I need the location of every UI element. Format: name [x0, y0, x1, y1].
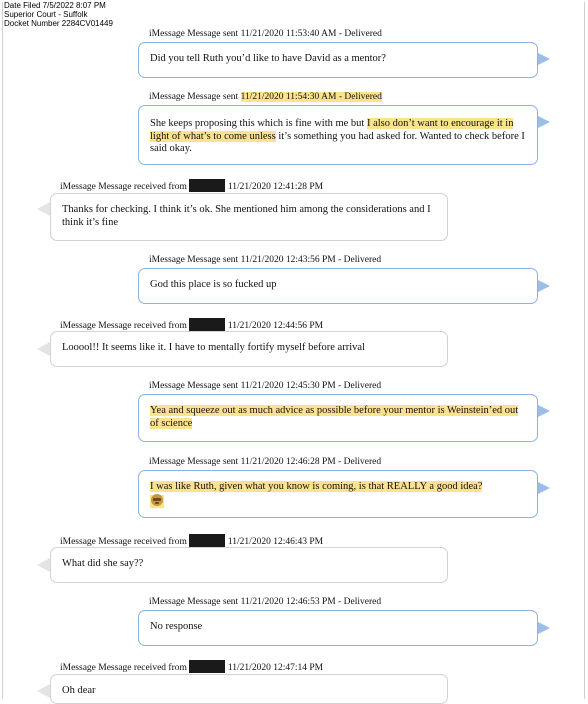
- message-header: iMessage Message sent 11/21/2020 12:45:30 PM - Delivered: [149, 381, 382, 391]
- timestamp: 11/21/2020 12:46:43 PM: [227, 537, 324, 547]
- received-message-bubble: [50, 547, 448, 583]
- message-text: Oh dear: [62, 685, 96, 696]
- message-header: iMessage Message sent 11/21/2020 12:46:28 PM - Delivered: [149, 457, 382, 467]
- message-header: iMessage Message received from 11/21/2020 12:44:56 PM: [60, 318, 323, 332]
- message-text: Did you tell Ruth you’d like to have David as a mentor?: [150, 53, 386, 64]
- received-message-bubble: [50, 193, 448, 241]
- sent-message-bubble: [138, 470, 538, 518]
- message-text: Looool!! It seems like it. I have to mentally fortify myself before arrival: [62, 342, 365, 353]
- highlighted-text: I was like Ruth, given what you know is coming, is that REALLY a good idea?: [150, 481, 483, 492]
- timestamp: 11/21/2020 12:44:56 PM: [227, 321, 324, 331]
- timestamp: 11/21/2020 12:41:28 PM: [227, 182, 324, 192]
- bubble-tail: [538, 482, 550, 494]
- message-text: it’s something you had asked for. Wanted to check before I said okay.: [150, 130, 525, 154]
- bubble-tail: [538, 280, 550, 292]
- message-header: iMessage Message received from 11/21/2020 12:47:14 PM: [60, 660, 323, 674]
- message-header: iMessage Message sent 11/21/2020 12:46:53 PM - Delivered: [149, 597, 382, 607]
- message-header: iMessage Message sent 11/21/2020 11:53:40 AM - Delivered: [149, 29, 382, 39]
- bubble-tail: [538, 116, 550, 128]
- date-filed: Date Filed 7/5/2022 8:07 PM: [4, 1, 106, 10]
- timestamp: 11/21/2020 11:54:30 AM: [240, 92, 337, 102]
- bubble-tail: [37, 558, 50, 572]
- redaction-box: [189, 179, 225, 192]
- received-message-bubble: [50, 331, 448, 367]
- sent-message-bubble: [138, 394, 538, 442]
- redaction-box: [189, 534, 225, 547]
- redaction-box: [189, 660, 225, 673]
- timestamp: 11/21/2020 11:53:40 AM: [240, 29, 337, 39]
- bubble-tail: [538, 622, 550, 634]
- sent-message-bubble: [138, 42, 538, 78]
- message-text: God this place is so fucked up: [150, 279, 277, 290]
- sent-message-bubble: [138, 105, 538, 165]
- timestamp: 11/21/2020 12:46:28 PM: [240, 457, 336, 467]
- docket-number: Docket Number 2284CV01449: [4, 19, 113, 28]
- received-message-bubble: [50, 674, 448, 704]
- filing-header: [4, 1, 113, 28]
- redaction-box: [189, 318, 225, 331]
- court-name: Superior Court - Suffolk: [4, 10, 88, 19]
- message-text: What did she say??: [62, 558, 144, 569]
- message-text: Thanks for checking. I think it’s ok. She mentioned him among the considerations and I think it’s fine: [62, 204, 431, 228]
- timestamp: 11/21/2020 12:45:30 PM: [240, 381, 336, 391]
- highlighted-text: I also don’t want to encourage it in light of what’s to come unless: [150, 118, 514, 142]
- sent-message-bubble: [138, 268, 538, 304]
- bubble-tail: [538, 53, 550, 65]
- emoji-highlight: [150, 495, 164, 508]
- highlighted-text: Yea and squeeze out as much advice as possible before your mentor is Weinstein’ed out of science: [150, 405, 519, 429]
- timestamp: 11/21/2020 12:47:14 PM: [227, 663, 324, 673]
- message-header: iMessage Message received from 11/21/2020 12:41:28 PM: [60, 179, 323, 193]
- bubble-tail: [37, 342, 50, 356]
- bubble-tail: [538, 405, 550, 417]
- bubble-tail: [37, 684, 50, 698]
- bubble-tail: [37, 202, 50, 216]
- timestamp: 11/21/2020 12:43:56 PM: [240, 255, 336, 265]
- grimacing-face-emoji: [151, 494, 163, 506]
- message-header: iMessage Message received from 11/21/2020 12:46:43 PM: [60, 534, 323, 548]
- message-text: She keeps proposing this which is fine with me but: [150, 118, 367, 129]
- sent-message-bubble: [138, 610, 538, 646]
- timestamp: 11/21/2020 12:46:53 PM: [240, 597, 336, 607]
- message-header: iMessage Message sent 11/21/2020 11:54:30 AM - Delivered: [149, 92, 382, 102]
- message-text: No response: [150, 621, 203, 632]
- message-header: iMessage Message sent 11/21/2020 12:43:56 PM - Delivered: [149, 255, 382, 265]
